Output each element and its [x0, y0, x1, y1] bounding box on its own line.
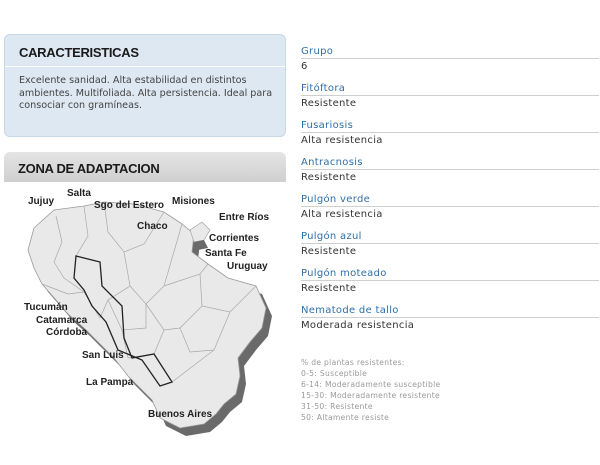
region-label-catamarca: Catamarca	[36, 315, 88, 326]
region-label-jujuy: Jujuy	[28, 196, 55, 207]
characteristics-card	[4, 34, 286, 137]
region-label-uruguay: Uruguay	[227, 261, 268, 272]
property-row-pulgon-verde	[301, 193, 599, 230]
card-divider	[5, 66, 285, 67]
property-value: Resistente	[301, 98, 357, 109]
property-row-grupo	[301, 45, 599, 82]
region-label-corrientes: Corrientes	[209, 233, 260, 244]
region-label-tucuman: Tucumán	[24, 302, 68, 313]
property-row-pulgon-azul	[301, 230, 599, 267]
region-label-sgo-del-estero: Sgo del Estero	[94, 200, 165, 211]
legend-item: 15-30: Moderadamente resistente	[301, 391, 440, 400]
adaptation-map	[4, 182, 286, 465]
property-value: 6	[301, 61, 308, 72]
legend-item: 31-50: Resistente	[301, 402, 373, 411]
property-value: Resistente	[301, 246, 357, 257]
map-coast-detail	[190, 222, 210, 242]
region-label-chaco: Chaco	[137, 221, 168, 232]
property-label: Pulgón verde	[301, 193, 599, 207]
property-value: Alta resistencia	[301, 209, 383, 220]
region-label-san-luis: San Luis	[82, 350, 124, 361]
property-label: Pulgón moteado	[301, 267, 599, 281]
property-label: Fitóftora	[301, 82, 599, 96]
property-value: Resistente	[301, 172, 357, 183]
property-value: Resistente	[301, 283, 357, 294]
property-row-fitoftora	[301, 82, 599, 119]
property-label: Antracnosis	[301, 156, 599, 170]
property-value: Alta resistencia	[301, 135, 383, 146]
characteristics-text: Excelente sanidad. Alta estabilidad en distintos ambientes. Multifoliada. Alta persistencia. Ideal para consociar con gramíneas.	[19, 75, 273, 112]
region-label-cordoba: Córdoba	[46, 327, 88, 338]
property-label: Nematode de tallo	[301, 304, 599, 318]
legend-item: 0-5: Susceptible	[301, 369, 368, 378]
property-label: Grupo	[301, 45, 599, 59]
legend-title: % de plantas resistentes:	[301, 358, 405, 367]
region-label-buenos-aires: Buenos Aires	[148, 409, 213, 420]
characteristics-title: CARACTERISTICAS	[19, 45, 139, 60]
properties-list	[301, 45, 599, 341]
resistance-legend	[301, 357, 501, 423]
region-label-santa-fe: Santa Fe	[205, 248, 247, 259]
property-row-fusariosis	[301, 119, 599, 156]
property-value: Moderada resistencia	[301, 320, 415, 331]
property-row-antracnosis	[301, 156, 599, 193]
region-label-entre-rios: Entre Ríos	[219, 212, 270, 223]
region-label-la-pampa: La Pampa	[86, 377, 134, 388]
property-row-pulgon-moteado	[301, 267, 599, 304]
property-label: Pulgón azul	[301, 230, 599, 244]
zone-header	[4, 152, 286, 182]
legend-item: 50: Altamente resiste	[301, 413, 390, 422]
property-label: Fusariosis	[301, 119, 599, 133]
region-label-misiones: Misiones	[172, 196, 215, 207]
region-label-salta: Salta	[67, 188, 91, 199]
property-row-nematode	[301, 304, 599, 341]
zone-title: ZONA DE ADAPTACION	[18, 161, 160, 176]
legend-item: 6-14: Moderadamente susceptible	[301, 380, 441, 389]
